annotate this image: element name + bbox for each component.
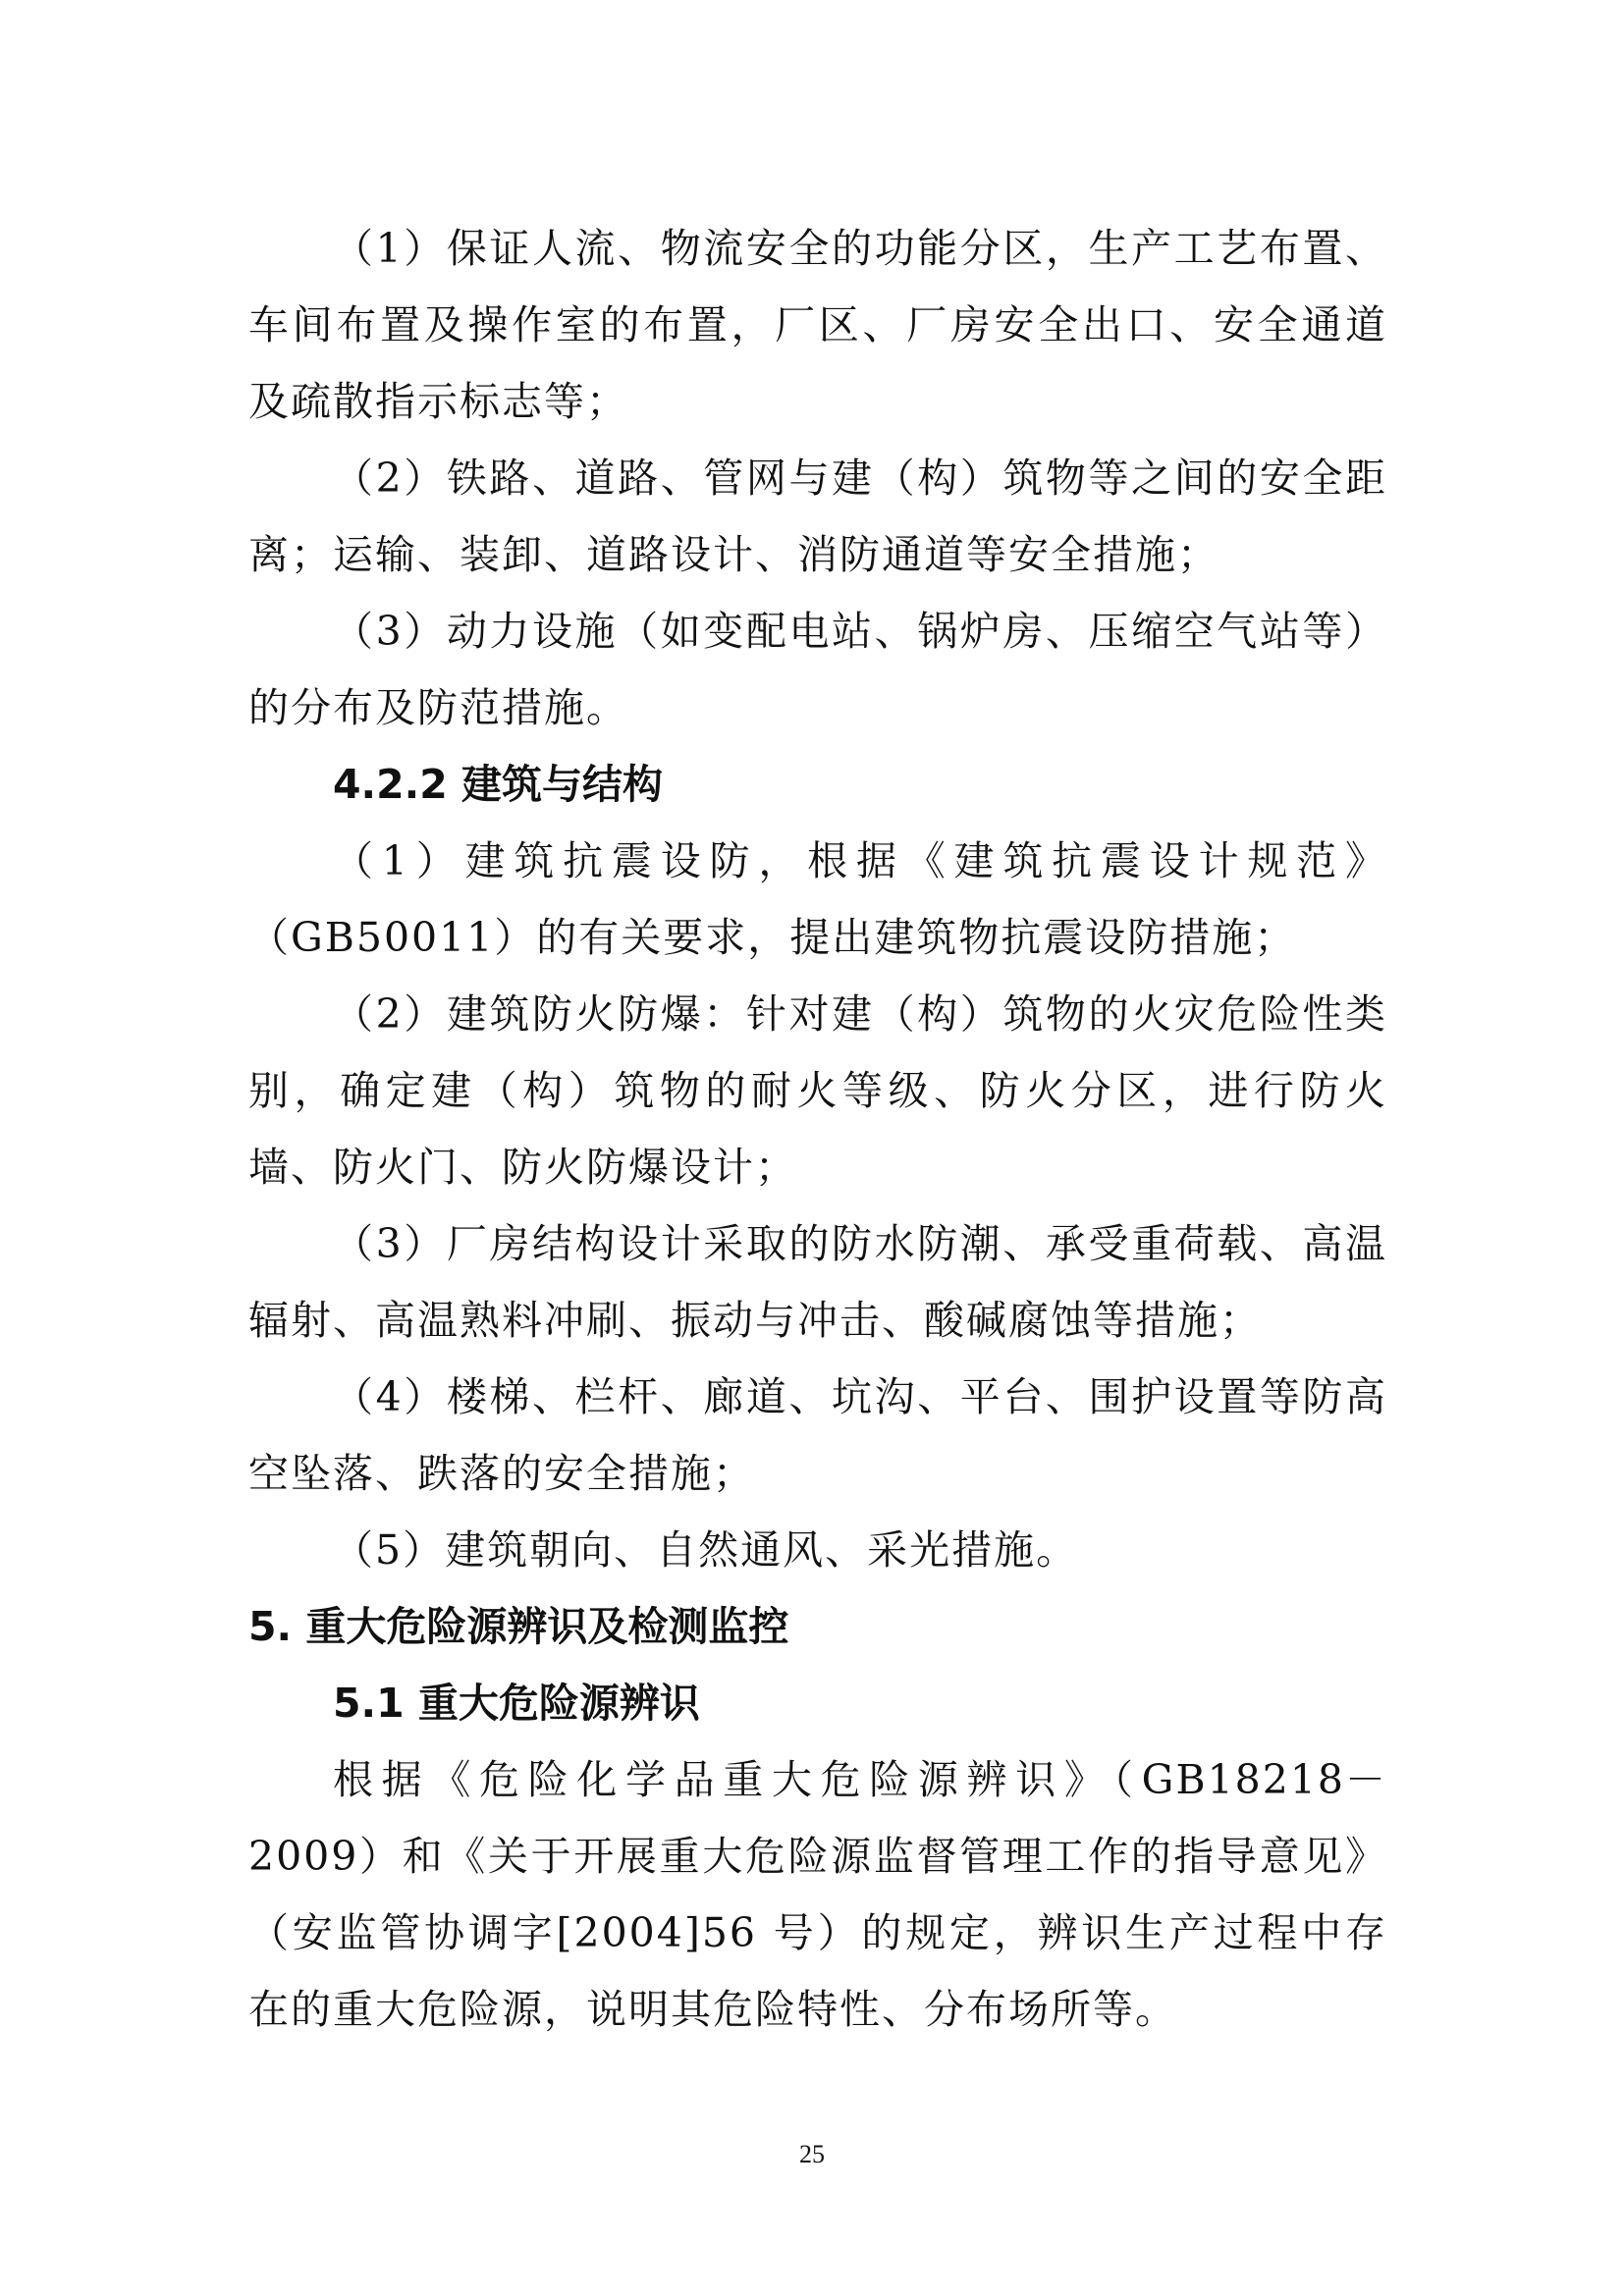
section-heading-4-2-2: 4.2.2 建筑与结构 xyxy=(333,761,664,808)
paragraph-orientation: （5）建筑朝向、自然通风、采光措施。 xyxy=(333,1526,1079,1574)
paragraph-power-facilities: （3）动力设施（如变配电站、锅炉房、压缩空气站等）的分布及防范措施。 xyxy=(248,608,1387,731)
page-body xyxy=(248,210,1387,2048)
page-number: 25 xyxy=(799,2140,825,2168)
paragraph-hazard-identification: 根据《危险化学品重大危险源辨识》（GB18218－2009）和《关于开展重大危险源监督管理工作的指导意见》（安监管协调字[2004]56 号）的规定，辨识生产过程中存在的重大危险源，说明其危险特性、分布场所等。 xyxy=(248,1756,1387,2033)
paragraph-fall-protection: （4）楼梯、栏杆、廊道、坑沟、平台、围护设置等防高空坠落、跌落的安全措施； xyxy=(248,1373,1387,1497)
paragraph-structure: （3）厂房结构设计采取的防水防潮、承受重荷载、高温辐射、高温熟料冲刷、振动与冲击、酸碱腐蚀等措施； xyxy=(248,1220,1387,1344)
paragraph-seismic: （1）建筑抗震设防，根据《建筑抗震设计规范》（GB50011）的有关要求，提出建筑物抗震设防措施； xyxy=(248,837,1387,961)
section-heading-5-1: 5.1 重大危险源辨识 xyxy=(333,1680,700,1727)
section-heading-5: 5. 重大危险源辨识及检测监控 xyxy=(248,1603,789,1650)
paragraph-safety-distance: （2）铁路、道路、管网与建（构）筑物等之间的安全距离；运输、装卸、道路设计、消防通道等安全措施； xyxy=(248,454,1387,578)
paragraph-fire-explosion: （2）建筑防火防爆：针对建（构）筑物的火灾危险性类别，确定建（构）筑物的耐火等级、防火分区，进行防火墙、防火门、防火防爆设计； xyxy=(248,990,1387,1191)
paragraph-functional-zoning: （1）保证人流、物流安全的功能分区，生产工艺布置、车间布置及操作室的布置，厂区、厂房安全出口、安全通道及疏散指示标志等； xyxy=(248,225,1387,425)
